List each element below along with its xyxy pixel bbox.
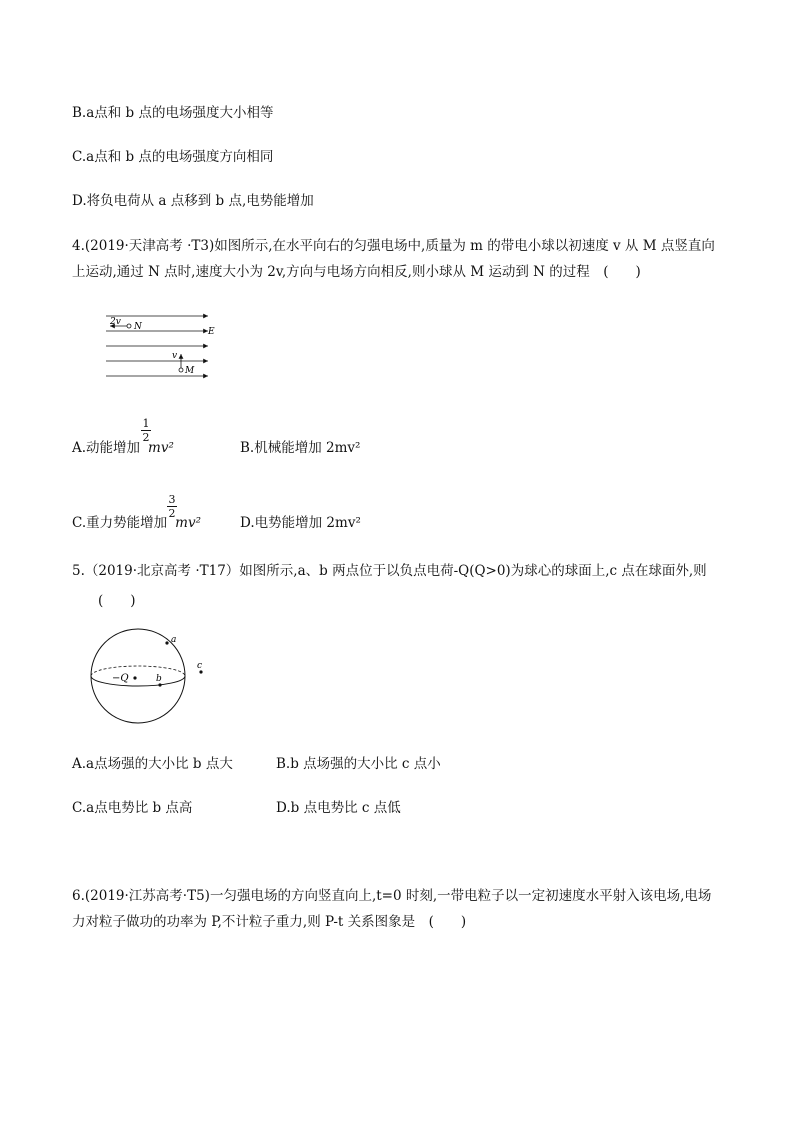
q5-option-d: D.b 点电势比 c 点低	[276, 800, 401, 816]
label-n: N	[134, 322, 142, 332]
label-m: M	[185, 366, 195, 376]
label-b: b	[156, 674, 162, 684]
q6-stem: 6.(2019·江苏高考·T5)一匀强电场的方向竖直向上,t=0 时刻,一带电粒子以一定初速度水平射入该电场,电场力对粒子做功的功率为 P,不计粒子重力,则 P-t 关系图象是 ( )	[72, 888, 712, 930]
q4-option-a-fraction: 1 2	[142, 417, 150, 444]
label-2v: 2v	[110, 317, 121, 327]
q5-stem-line1: 5.（2019·北京高考 ·T17）如图所示,a、b 两点位于以负点电荷-Q(Q>0)为球心的球面上,c 点在球面外,则	[72, 563, 707, 579]
q5-option-a: A.a点场强的大小比 b 点大	[72, 756, 233, 772]
q3-option-b: B.a点和 b 点的电场强度大小相等	[72, 105, 274, 121]
q4-option-c-fraction: 3 2	[168, 493, 176, 520]
q5-sphere-figure	[86, 624, 216, 730]
q4-option-d: D.电势能增加 2mv²	[240, 515, 361, 531]
q5-option-c: C.a点电势比 b 点高	[72, 800, 193, 816]
label-v: v	[172, 351, 178, 361]
q4-option-c: C.重力势能增加 mv²	[72, 515, 201, 531]
label-e: E	[208, 327, 215, 337]
label-a: a	[171, 635, 177, 645]
q4-stem: 4.(2019·天津高考 ·T3)如图所示,在水平向右的匀强电场中,质量为 m 的带电小球以初速度 v 从 M 点竖直向上运动,通过 N 点时,速度大小为 2v,方向与电场方向相反,则小球从 M 运动到 N 的过程 ( )	[72, 238, 715, 280]
q5-option-b: B.b 点场强的大小比 c 点小	[276, 756, 441, 772]
q4-field-figure	[100, 310, 230, 382]
q3-option-d: D.将负电荷从 a 点移到 b 点,电势能增加	[72, 193, 314, 209]
q4-option-a: A.动能增加 mv²	[72, 440, 174, 456]
label-c: c	[197, 661, 203, 671]
q5-stem-line2: ( )	[98, 593, 136, 609]
q4-option-b: B.机械能增加 2mv²	[240, 440, 361, 456]
q3-option-c: C.a点和 b 点的电场强度方向相同	[72, 149, 274, 165]
label-minus-q: −Q	[112, 673, 129, 684]
